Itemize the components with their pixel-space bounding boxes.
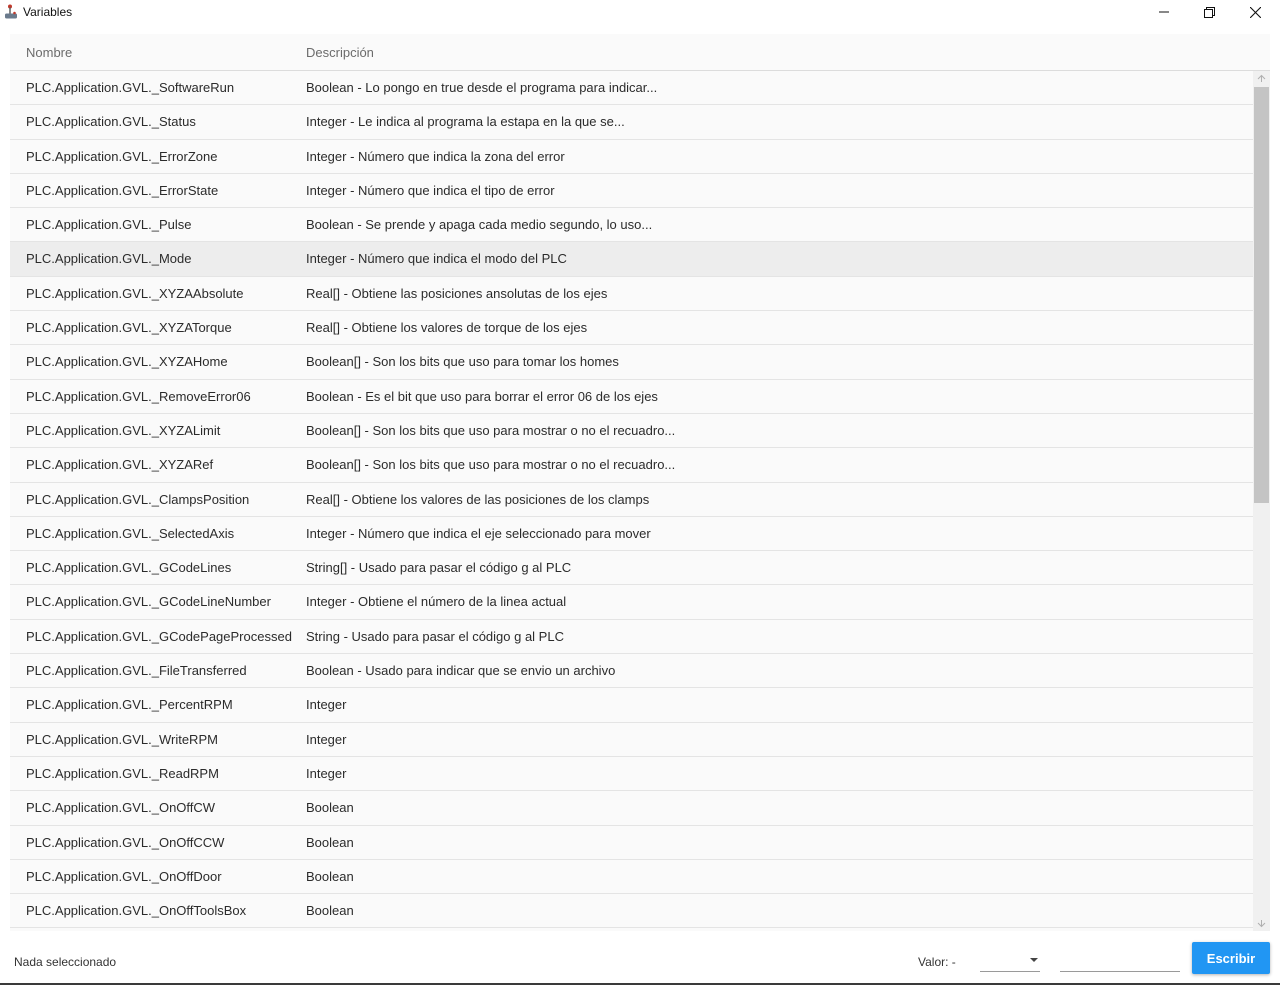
minimize-button[interactable] <box>1141 0 1187 24</box>
table-row[interactable] <box>10 860 1253 894</box>
variable-description-cell: Real[] - Obtiene las posiciones ansolutas de los ejes <box>306 285 608 301</box>
variable-name-cell: PLC.Application.GVL._GCodePageProcessed <box>26 628 292 644</box>
variable-name-cell: PLC.Application.GVL._Status <box>26 114 196 130</box>
variable-name-cell: PLC.Application.GVL._GCodeLineNumber <box>26 594 271 610</box>
restore-icon <box>1204 7 1215 18</box>
window-title: Variables <box>23 5 73 19</box>
joystick-icon <box>4 4 18 20</box>
variable-description-cell: String[] - Usado para pasar el código g al PLC <box>306 560 572 576</box>
scroll-down-arrow-icon[interactable] <box>1253 917 1270 931</box>
value-select[interactable] <box>980 947 1040 972</box>
variable-name-cell: PLC.Application.GVL._OnOffToolsBox <box>26 903 247 919</box>
vertical-scrollbar[interactable] <box>1253 71 1270 931</box>
variable-name-cell: PLC.Application.GVL._PercentRPM <box>26 697 233 713</box>
table-row[interactable] <box>10 71 1253 105</box>
table-row[interactable] <box>10 654 1253 688</box>
variable-description-cell: Real[] - Obtiene los valores de torque de los ejes <box>306 320 588 336</box>
table-row[interactable] <box>10 620 1253 654</box>
variables-table <box>10 34 1270 931</box>
variable-description-cell: Boolean - Es el bit que uso para borrar el error 06 de los ejes <box>306 388 658 404</box>
minimize-icon <box>1159 7 1169 17</box>
variable-name-cell: PLC.Application.GVL._OnOffCCW <box>26 834 225 850</box>
variable-name-cell: PLC.Application.GVL._XYZALimit <box>26 422 221 438</box>
variable-description-cell: Integer - Le indica al programa la estapa en la que se... <box>306 114 625 130</box>
variable-description-cell: Integer <box>306 765 347 781</box>
chevron-down-icon <box>1030 958 1038 962</box>
column-header-name[interactable]: Nombre <box>26 45 73 60</box>
variable-description-cell: Boolean <box>306 800 354 816</box>
variable-name-cell: PLC.Application.GVL._ReadRPM <box>26 765 219 781</box>
variable-name-cell: PLC.Application.GVL._SelectedAxis <box>26 525 235 541</box>
close-button[interactable] <box>1232 0 1278 24</box>
variable-name-cell: PLC.Application.GVL._ErrorZone <box>26 148 218 164</box>
table-header <box>10 34 1270 71</box>
table-row[interactable] <box>10 723 1253 757</box>
scrollbar-thumb[interactable] <box>1254 87 1269 503</box>
variable-name-cell: PLC.Application.GVL._SoftwareRun <box>26 80 235 95</box>
table-row[interactable] <box>10 688 1253 722</box>
value-input[interactable] <box>1060 947 1180 972</box>
variable-name-cell: PLC.Application.GVL._XYZAHome <box>26 354 228 370</box>
variable-name-cell: PLC.Application.GVL._ClampsPosition <box>26 491 250 507</box>
table-row[interactable] <box>10 894 1253 928</box>
table-row[interactable] <box>10 140 1253 174</box>
table-row[interactable] <box>10 414 1253 448</box>
variable-name-cell: PLC.Application.GVL._WriteRPM <box>26 731 218 747</box>
table-row[interactable] <box>10 380 1253 414</box>
variable-description-cell: Boolean - Usado para indicar que se envio un archivo <box>306 663 616 679</box>
restore-button[interactable] <box>1186 0 1232 24</box>
value-label: Valor: - <box>918 955 956 969</box>
variable-description-cell: Boolean <box>306 903 354 919</box>
variable-description-cell: Boolean - Se prende y apaga cada medio segundo, lo uso... <box>306 217 653 233</box>
table-row[interactable] <box>10 174 1253 208</box>
variable-description-cell: Boolean <box>306 868 354 884</box>
table-row[interactable] <box>10 277 1253 311</box>
table-row[interactable] <box>10 757 1253 791</box>
variable-description-cell: Boolean[] - Son los bits que uso para tomar los homes <box>306 354 619 370</box>
variable-description-cell: Boolean[] - Son los bits que uso para mostrar o no el recuadro... <box>306 422 676 438</box>
variable-description-cell: Integer <box>306 697 347 713</box>
table-row[interactable] <box>10 551 1253 585</box>
title-bar <box>0 0 1280 24</box>
column-header-description[interactable]: Descripción <box>306 45 374 60</box>
table-row[interactable] <box>10 345 1253 379</box>
variable-name-cell: PLC.Application.GVL._OnOffDoor <box>26 868 222 884</box>
table-row[interactable] <box>10 311 1253 345</box>
selection-status: Nada seleccionado <box>14 955 117 969</box>
table-row[interactable] <box>10 791 1253 825</box>
variable-name-cell: PLC.Application.GVL._XYZARef <box>26 457 214 473</box>
table-row[interactable] <box>10 826 1253 860</box>
table-row[interactable] <box>10 517 1253 551</box>
table-body <box>10 71 1253 929</box>
scroll-up-arrow-icon[interactable] <box>1253 71 1270 85</box>
variable-name-cell: PLC.Application.GVL._XYZATorque <box>26 320 232 336</box>
variable-description-cell: Integer <box>306 731 347 747</box>
table-row[interactable] <box>10 585 1253 619</box>
table-row[interactable] <box>10 448 1253 482</box>
table-row[interactable] <box>10 208 1253 242</box>
variable-description-cell: Integer - Número que indica el modo del PLC <box>306 251 567 267</box>
variable-description-cell: Boolean[] - Son los bits que uso para mostrar o no el recuadro... <box>306 457 676 473</box>
variable-name-cell: PLC.Application.GVL._GCodeLines <box>26 560 232 576</box>
variable-name-cell: PLC.Application.GVL._Pulse <box>26 217 192 233</box>
table-row[interactable] <box>10 242 1253 276</box>
variable-description-cell: Integer - Número que indica el eje seleccionado para mover <box>306 525 651 541</box>
variable-name-cell: PLC.Application.GVL._XYZAAbsolute <box>26 285 244 301</box>
variable-description-cell: Integer - Número que indica el tipo de error <box>306 182 555 198</box>
variable-name-cell: PLC.Application.GVL._RemoveError06 <box>26 388 251 404</box>
variable-name-cell: PLC.Application.GVL._OnOffCW <box>26 800 216 816</box>
variable-description-cell: Real[] - Obtiene los valores de las posiciones de los clamps <box>306 491 650 507</box>
write-button[interactable]: Escribir <box>1192 942 1270 974</box>
variable-description-cell: String - Usado para pasar el código g al PLC <box>306 628 564 644</box>
close-icon <box>1250 7 1261 18</box>
table-row[interactable] <box>10 105 1253 139</box>
variable-description-cell: Integer - Obtiene el número de la linea actual <box>306 594 567 610</box>
table-row[interactable] <box>10 483 1253 517</box>
variable-description-cell: Boolean - Lo pongo en true desde el programa para indicar... <box>306 80 658 95</box>
variable-name-cell: PLC.Application.GVL._ErrorState <box>26 182 219 198</box>
variable-name-cell: PLC.Application.GVL._Mode <box>26 251 192 267</box>
variable-name-cell: PLC.Application.GVL._FileTransferred <box>26 663 247 679</box>
variable-description-cell: Integer - Número que indica la zona del error <box>306 148 565 164</box>
variable-description-cell: Boolean <box>306 834 354 850</box>
